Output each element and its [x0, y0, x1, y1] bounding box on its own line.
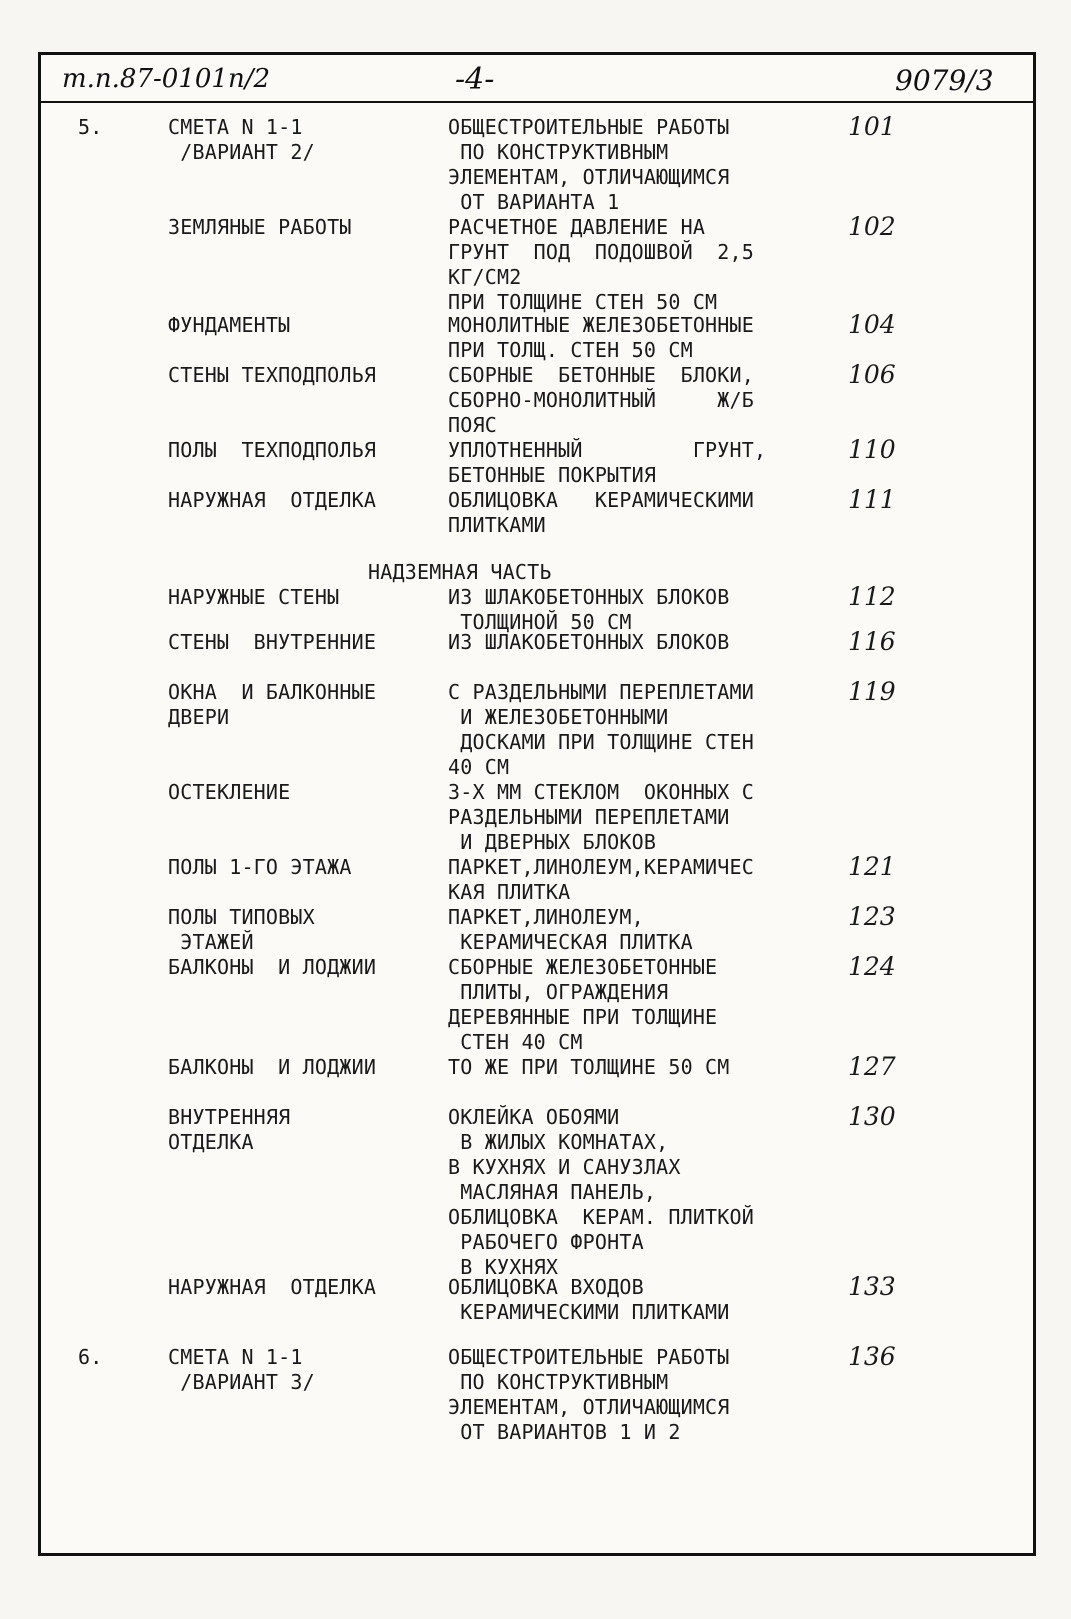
entry-description: ПЛИТЫ, ОГРАЖДЕНИЯ [448, 980, 669, 1004]
entry-description: ПЛИТКАМИ [448, 513, 546, 537]
entry-page-ref: 104 [848, 310, 896, 339]
entry-description: БЕТОННЫЕ ПОКРЫТИЯ [448, 463, 657, 487]
entry-description: ОБЛИЦОВКА ВХОДОВ [448, 1275, 644, 1299]
entry-description: И ДВЕРНЫХ БЛОКОВ [448, 830, 657, 854]
entry-description: ИЗ ШЛАКОБЕТОННЫХ БЛОКОВ [448, 630, 730, 654]
entry-name: ЭТАЖЕЙ [168, 930, 254, 954]
entry-description: ОБЛИЦОВКА КЕРАМИЧЕСКИМИ [448, 488, 755, 512]
entry-description: ГРУНТ ПОД ПОДОШВОЙ 2,5 [448, 240, 755, 264]
entry-description: РАСЧЕТНОЕ ДАВЛЕНИЕ НА [448, 215, 706, 239]
entry-name: ПОЛЫ 1-ГО ЭТАЖА [168, 855, 352, 879]
entry-description: ЭЛЕМЕНТАМ, ОТЛИЧАЮЩИМСЯ [448, 1395, 730, 1419]
entry-description: СБОРНО-МОНОЛИТНЫЙ Ж/Б [448, 388, 755, 412]
entry-name: ФУНДАМЕНТЫ [168, 313, 291, 337]
entry-page-ref: 127 [848, 1052, 896, 1081]
entry-name: СТЕНЫ ВНУТРЕННИЕ [168, 630, 377, 654]
entry-name: ДВЕРИ [168, 705, 230, 729]
entry-description: КЕРАМИЧЕСКАЯ ПЛИТКА [448, 930, 693, 954]
entry-page-ref: 110 [848, 435, 896, 464]
entry-page-ref: 106 [848, 360, 896, 389]
entry-description: МОНОЛИТНЫЕ ЖЕЛЕЗОБЕТОННЫЕ [448, 313, 755, 337]
entry-page-ref: 130 [848, 1102, 896, 1131]
entry-description: ОТ ВАРИАНТА 1 [448, 190, 620, 214]
entry-description: МАСЛЯНАЯ ПАНЕЛЬ, [448, 1180, 657, 1204]
entry-name: ОТДЕЛКА [168, 1130, 254, 1154]
entry-description: РАЗДЕЛЬНЫМИ ПЕРЕПЛЕТАМИ [448, 805, 730, 829]
entry-description: РАБОЧЕГО ФРОНТА [448, 1230, 644, 1254]
entry-number: 5. [78, 115, 103, 139]
entry-name: НАРУЖНЫЕ СТЕНЫ [168, 585, 340, 609]
entry-description: И ЖЕЛЕЗОБЕТОННЫМИ [448, 705, 669, 729]
entry-name: ПОЛЫ ТИПОВЫХ [168, 905, 315, 929]
entry-page-ref: 123 [848, 902, 896, 931]
section-heading: НАДЗЕМНАЯ ЧАСТЬ [368, 560, 552, 584]
entry-name: СМЕТА N 1-1 [168, 1345, 303, 1369]
entry-description: ЭЛЕМЕНТАМ, ОТЛИЧАЮЩИМСЯ [448, 165, 730, 189]
entry-description: ПАРКЕТ,ЛИНОЛЕУМ, [448, 905, 644, 929]
entry-name: СТЕНЫ ТЕХПОДПОЛЬЯ [168, 363, 377, 387]
entry-description: ОБЛИЦОВКА КЕРАМ. ПЛИТКОЙ [448, 1205, 755, 1229]
entry-page-ref: 133 [848, 1272, 896, 1301]
entry-name: НАРУЖНАЯ ОТДЕЛКА [168, 1275, 377, 1299]
entry-description: СБОРНЫЕ БЕТОННЫЕ БЛОКИ, [448, 363, 755, 387]
entry-description: СТЕН 40 СМ [448, 1030, 583, 1054]
entry-description: ПОЯС [448, 413, 497, 437]
entry-description: ПО КОНСТРУКТИВНЫМ [448, 140, 669, 164]
entry-description: СБОРНЫЕ ЖЕЛЕЗОБЕТОННЫЕ [448, 955, 718, 979]
entry-name: ВНУТРЕННЯЯ [168, 1105, 291, 1129]
entry-description: В ЖИЛЫХ КОМНАТАХ, [448, 1130, 669, 1154]
entry-name: НАРУЖНАЯ ОТДЕЛКА [168, 488, 377, 512]
entry-name: ЗЕМЛЯНЫЕ РАБОТЫ [168, 215, 352, 239]
entry-description: 40 СМ [448, 755, 510, 779]
entry-page-ref: 102 [848, 212, 896, 241]
entry-description: ОБЩЕСТРОИТЕЛЬНЫЕ РАБОТЫ [448, 1345, 730, 1369]
document-code: т.п.87-0101п/2 [62, 64, 271, 94]
entry-description: УПЛОТНЕННЫЙ ГРУНТ, [448, 438, 767, 462]
entry-name: СМЕТА N 1-1 [168, 115, 303, 139]
entry-description: ПО КОНСТРУКТИВНЫМ [448, 1370, 669, 1394]
entry-page-ref: 121 [848, 852, 896, 881]
entry-description: ИЗ ШЛАКОБЕТОННЫХ БЛОКОВ [448, 585, 730, 609]
entry-description: ОКЛЕЙКА ОБОЯМИ [448, 1105, 620, 1129]
entry-name: ОСТЕКЛЕНИЕ [168, 780, 291, 804]
entry-name: ОКНА И БАЛКОННЫЕ [168, 680, 377, 704]
entry-name: /ВАРИАНТ 3/ [168, 1370, 315, 1394]
entry-number: 6. [78, 1345, 103, 1369]
entry-description: ПРИ ТОЛЩИНЕ СТЕН 50 СМ [448, 290, 718, 314]
entry-description: ПАРКЕТ,ЛИНОЛЕУМ,КЕРАМИЧЕС [448, 855, 755, 879]
entry-page-ref: 111 [848, 485, 896, 514]
entry-page-ref: 124 [848, 952, 896, 981]
entry-description: ОБЩЕСТРОИТЕЛЬНЫЕ РАБОТЫ [448, 115, 730, 139]
entry-description: В КУХНЯХ И САНУЗЛАХ [448, 1155, 681, 1179]
entry-name: /ВАРИАНТ 2/ [168, 140, 315, 164]
page-number: -4- [455, 62, 495, 97]
entry-description: ДОСКАМИ ПРИ ТОЛЩИНЕ СТЕН [448, 730, 755, 754]
entry-page-ref: 116 [848, 627, 896, 656]
entry-description: ДЕРЕВЯННЫЕ ПРИ ТОЛЩИНЕ [448, 1005, 718, 1029]
header-divider [38, 101, 1036, 103]
entry-description: ОТ ВАРИАНТОВ 1 И 2 [448, 1420, 681, 1444]
entry-description: КГ/СМ2 [448, 265, 522, 289]
entry-page-ref: 136 [848, 1342, 896, 1371]
entry-description: ТО ЖЕ ПРИ ТОЛЩИНЕ 50 СМ [448, 1055, 730, 1079]
sheet-number: 9079/3 [895, 64, 994, 97]
entry-name: БАЛКОНЫ И ЛОДЖИИ [168, 1055, 377, 1079]
entry-description: С РАЗДЕЛЬНЫМИ ПЕРЕПЛЕТАМИ [448, 680, 755, 704]
entry-description: 3-Х ММ СТЕКЛОМ ОКОННЫХ С [448, 780, 755, 804]
entry-page-ref: 119 [848, 677, 896, 706]
entry-description: КЕРАМИЧЕСКИМИ ПЛИТКАМИ [448, 1300, 730, 1324]
entry-page-ref: 112 [848, 582, 896, 611]
entry-name: БАЛКОНЫ И ЛОДЖИИ [168, 955, 377, 979]
entry-name: ПОЛЫ ТЕХПОДПОЛЬЯ [168, 438, 377, 462]
entry-description: В КУХНЯХ [448, 1255, 559, 1279]
entry-description: КАЯ ПЛИТКА [448, 880, 571, 904]
entry-description: ПРИ ТОЛЩ. СТЕН 50 СМ [448, 338, 693, 362]
entry-description: ТОЛЩИНОЙ 50 СМ [448, 610, 632, 634]
entry-page-ref: 101 [848, 112, 896, 141]
